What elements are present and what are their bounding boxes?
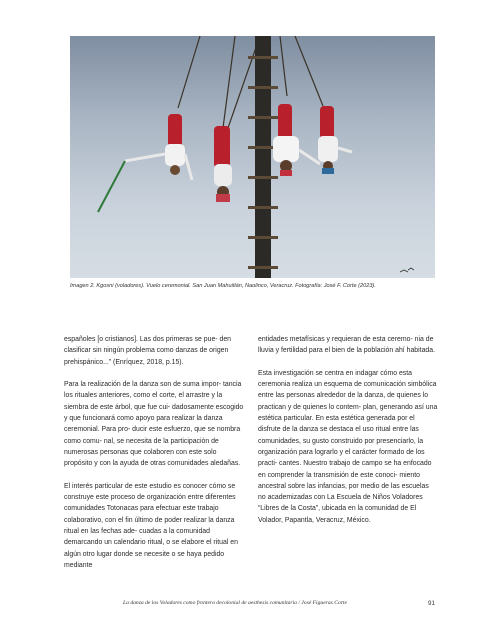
paragraph: Esta investigación se centra en indagar cómo esta ceremonia realiza un esquema de comunicación simbólica entre las personas alrededor de la danza, de quienes lo practican y de quienes lo contem- plan, generando así una estética particular. En esta estética generada por el disfrute de la danza se destaca el uso ritual entre las comunidades, su gusto construido por presenciarlo, la organización para lograrlo y el carácter formado de los practi- cantes. Nuestro trabajo de campo se ha enfocado en comprender la transmisión de este conoci- miento ancestral sobre las infancias, por medio de las escuelas no academizadas con La Escuela de Niños Voladores “Libres de la Costa”, ubicada en la comunidad de El Volador, Papantla, Veracruz, México.	[258, 369, 438, 524]
paragraph: entidades metafísicas y requieran de esta ceremo- nia de lluvia y fertilidad para el bien de la población ahí habitada.	[258, 336, 435, 355]
rope	[178, 36, 200, 108]
photo-voladores	[70, 36, 435, 278]
figure-caption: Imagen 2. Kgosni (voladores). Vuelo ceremonial. San Juan Mahuitlán, Naolinco, Veracruz. Fotografía: José F. Corte (2023).	[70, 283, 376, 289]
volador-figure	[273, 104, 320, 176]
volador-figure	[318, 106, 352, 174]
body-column-right	[258, 334, 438, 537]
pole	[255, 36, 271, 278]
paragraph: El interés particular de este estudio es conocer cómo se construye este proceso de organización entre diferentes comunidades Totonacas para efectuar este trabajo colaborativo, con el fin último de poder realizar la danza ritual en las fechas ade- cuadas a la comunidad demarcando un calendario ritual, o se elabore el ritual en algún otro lugar donde se necesite o se haya pedido mediante	[64, 482, 238, 569]
running-footer: La danza de los Voladores como frontera decolonial de aesthesis comunitaria / José Figueras Corte	[123, 600, 347, 606]
paragraph: españoles [o cristianos]. Las dos primeras se pue- den clasificar sin ningún problema como danzas de origen prehispánico...” (Enríquez, 2018, p.15).	[64, 336, 231, 366]
page-number: 91	[428, 600, 435, 607]
body-column-left	[64, 334, 244, 583]
birds	[400, 268, 414, 272]
rope	[295, 36, 323, 106]
rope	[280, 36, 287, 96]
volador-figure	[214, 126, 232, 202]
paragraph: Para la realización de la danza son de suma impor- tancia los rituales anteriores, como el corte, el arrastre y la siembra de este árbol, que fue cui- dadosamente escogido y que funcionará como apoyo para realizar la danza ceremonial. Para pro- ducir este esfuerzo, que se nombra como comu- nal, se necesita de la participación de numerosas personas que colaboren con este solo propósito y con la ayuda de otras comunidades aledañas.	[64, 381, 244, 468]
voladores-illustration	[70, 36, 435, 278]
volador-figure	[98, 114, 192, 212]
